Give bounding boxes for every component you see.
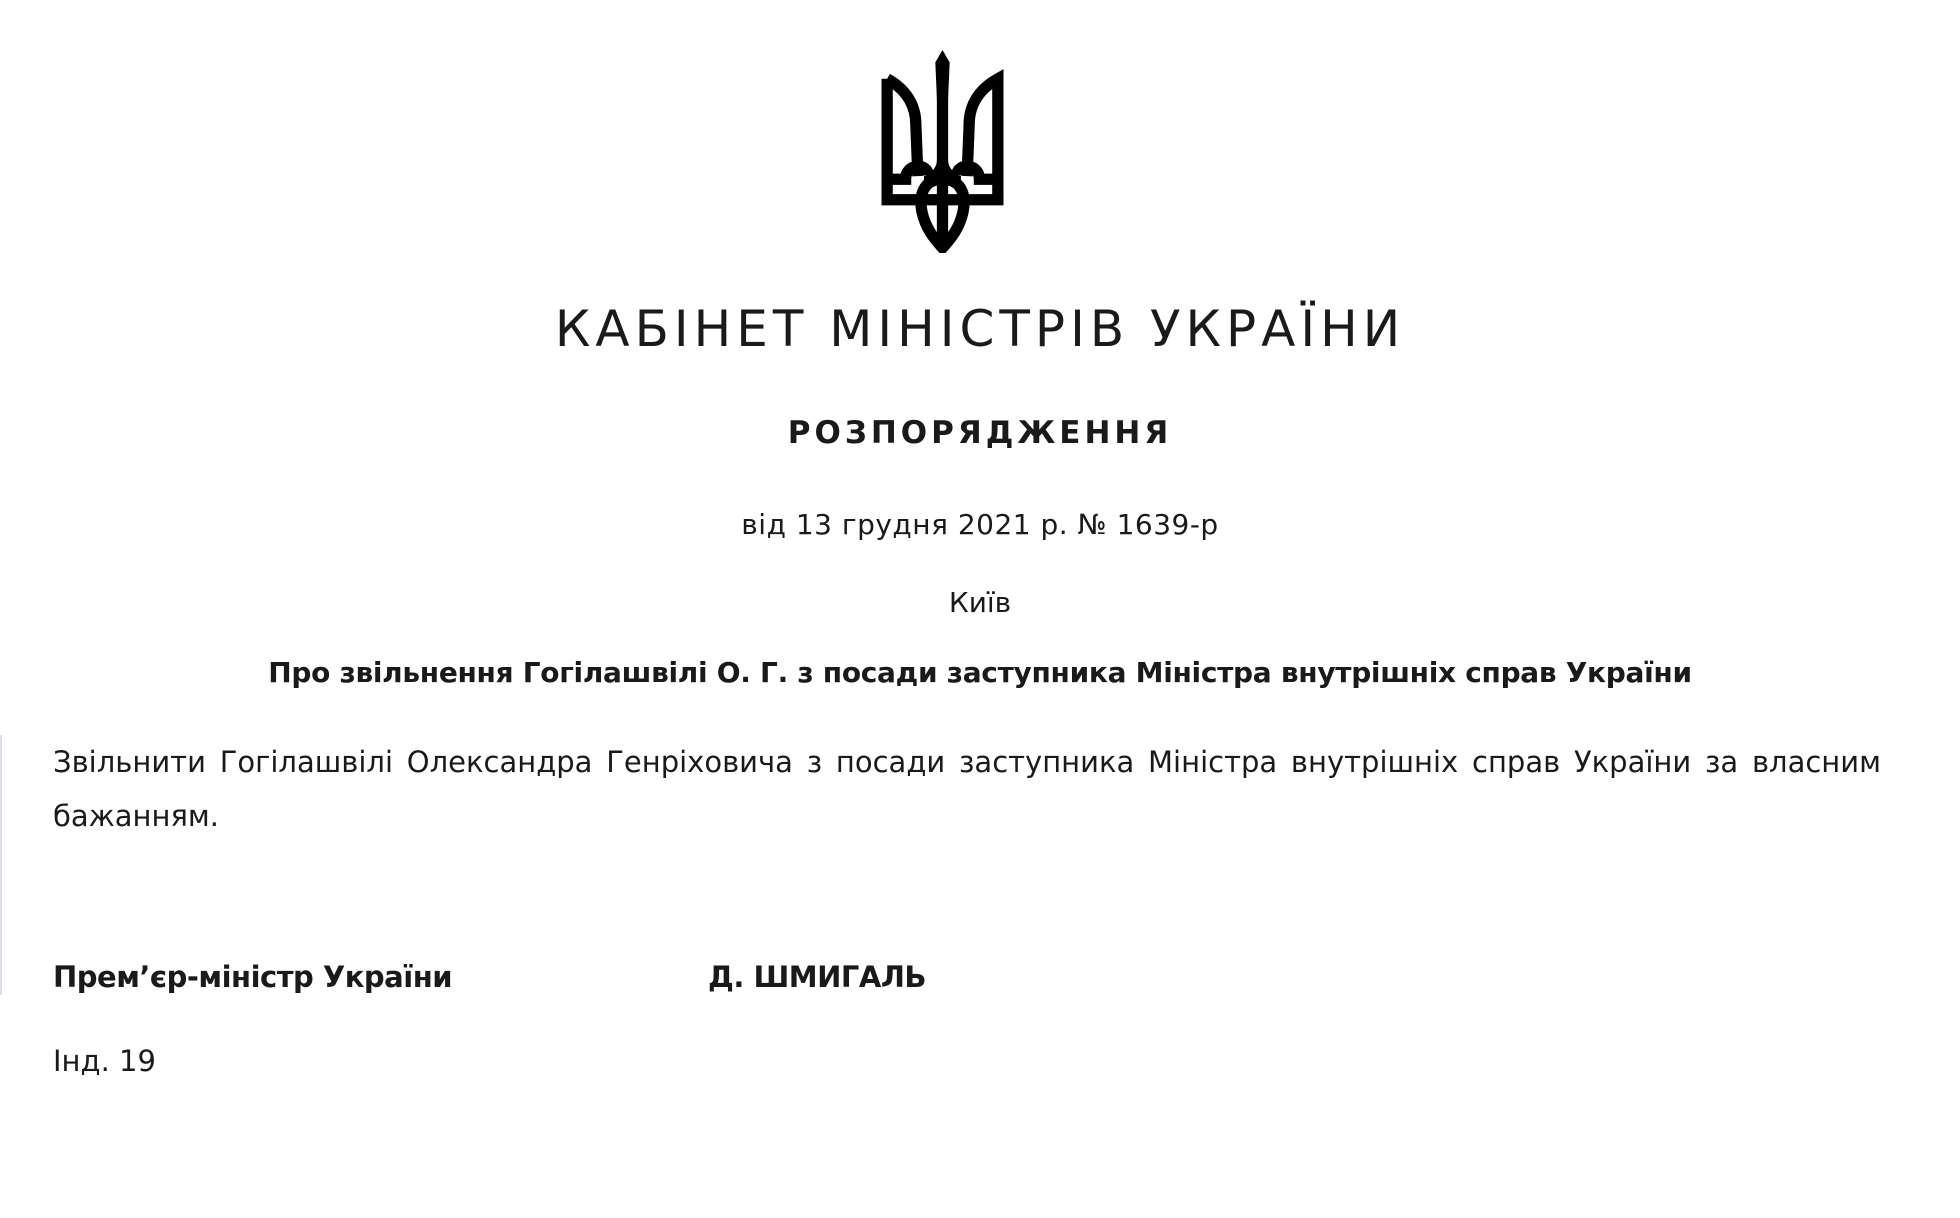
- document-subject: Про звільнення Гогілашвілі О. Г. з посади заступника Міністра внутрішніх справ України: [268, 656, 1692, 689]
- document-date-number: від 13 грудня 2021 р. № 1639-р: [741, 508, 1219, 541]
- document-type: РОЗПОРЯДЖЕННЯ: [787, 415, 1173, 451]
- signer-name: Д. ШМИГАЛЬ: [708, 960, 927, 994]
- organization-title: КАБІНЕТ МІНІСТРІВ УКРАЇНИ: [554, 300, 1406, 358]
- document-body: Звільнити Гогілашвілі Олександра Генріховича з посади заступника Міністра внутрішніх справ України за власним бажанням.: [53, 745, 1881, 833]
- document-city: Київ: [948, 586, 1012, 619]
- signer-title: Прем’єр-міністр України: [53, 960, 453, 994]
- trident-emblem-icon: [880, 48, 1005, 253]
- left-margin-divider: [0, 735, 2, 995]
- document-index: Інд. 19: [53, 1044, 156, 1078]
